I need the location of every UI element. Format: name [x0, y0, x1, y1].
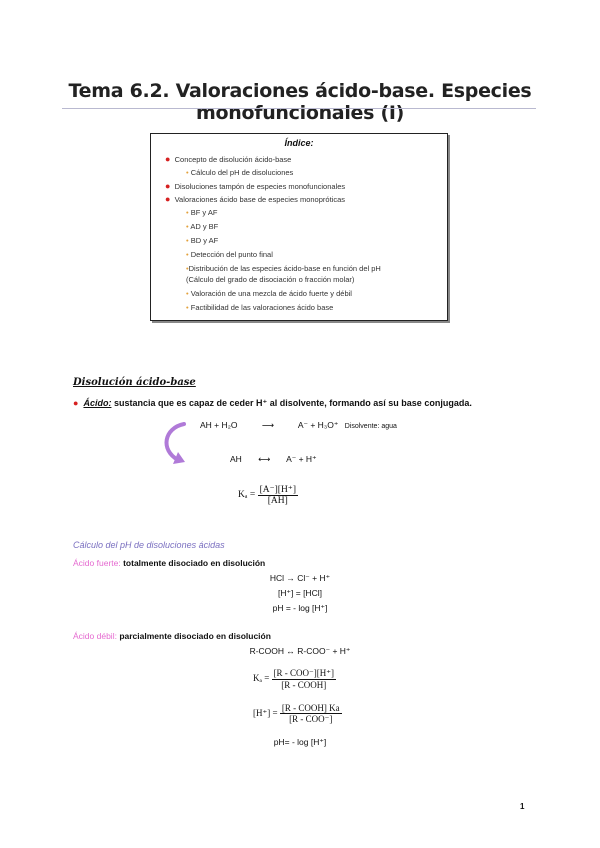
equilibrium-arrow-icon: ⟷ [258, 454, 271, 464]
acid-definition-text: sustancia que es capaz de ceder H⁺ al disolvente, formando así su base conjugada. [111, 398, 472, 408]
section-heading-ph: Cálculo del pH de disoluciones ácidas [73, 540, 225, 550]
weak-eq-1: R-COOH ↔ R-COO⁻ + H⁺ [249, 646, 351, 656]
sub-bullet-icon: • [186, 264, 189, 273]
bullet-icon: ● [73, 398, 79, 408]
sub-bullet-icon: • [186, 303, 189, 312]
index-subitem-continuation: (Cálculo del grado de disociación o fracción molar) [186, 275, 355, 284]
solvent-note: Disolvente: agua [344, 423, 397, 430]
right-arrow-icon: ⟶ [261, 420, 275, 430]
index-box [150, 133, 448, 321]
index-subitem: • Factibilidad de las valoraciones ácido base [186, 303, 334, 312]
index-subitem: • AD y BF [186, 222, 219, 231]
strong-eq-2: [H⁺] = [HCl] [278, 588, 322, 598]
index-subitem: • Detección del punto final [186, 250, 273, 259]
index-subitem: • BF y AF [186, 208, 218, 217]
index-item: ● Concepto de disolución ácido-base [165, 154, 292, 164]
acid-term: Ácido: [83, 398, 112, 408]
ka-formula: Kₐ = $\frac{[A^-][H^+]}{[AH]}$ [238, 485, 296, 506]
acid-definition [73, 398, 472, 409]
bullet-icon: ● [165, 181, 171, 191]
index-item: ● Disoluciones tampón de especies monofuncionales [165, 181, 346, 191]
strong-acid-line: Ácido fuerte: totalmente disociado en disolución [73, 558, 266, 568]
reaction-2: AH ⟷ A⁻ + H⁺ [230, 454, 317, 464]
index-subitem: • BD y AF [186, 236, 219, 245]
index-subitem: •Distribución de las especies ácido-base en función del pH [186, 264, 381, 273]
weak-h-formula: [H⁺] = $\frac{\text{[R - COOH] Ka}}{\text{[R - COO⁻]}}$ [253, 703, 340, 724]
sub-bullet-icon: • [186, 236, 189, 245]
index-item: ● Valoraciones ácido base de especies monopróticas [165, 194, 345, 204]
strong-eq-3: pH = - log [H⁺] [272, 603, 328, 613]
page-number: 1 [520, 802, 525, 811]
sub-bullet-icon: • [186, 289, 189, 298]
curved-arrow-icon [158, 420, 192, 468]
sub-bullet-icon: • [186, 168, 189, 177]
section-heading-disolucion: Disolución ácido-base [73, 377, 196, 388]
reaction-1: AH + H₂O ⟶ A⁻ + H₃O⁺ Disolvente: agua [200, 420, 397, 430]
index-title: Índice: [284, 138, 314, 148]
strong-eq-1: HCl → Cl⁻ + H⁺ [269, 573, 331, 583]
bullet-icon: ● [165, 194, 171, 204]
index-subitem: • Cálculo del pH de disoluciones [186, 168, 294, 177]
weak-ph: pH= - log [H⁺] [273, 737, 327, 747]
title-underline [62, 108, 536, 109]
weak-acid-line: Ácido débil: parcialmente disociado en disolución [73, 631, 271, 641]
index-subitem: • Valoración de una mezcla de ácido fuerte y débil [186, 289, 352, 298]
page-title: Tema 6.2. Valoraciones ácido-base. Especies monofuncionales (I) [68, 80, 532, 124]
sub-bullet-icon: • [186, 222, 189, 231]
sub-bullet-icon: • [186, 208, 189, 217]
sub-bullet-icon: • [186, 250, 189, 259]
weak-ka-formula: Kₐ = $\frac{\text{[R - COO⁻][H⁺]}}{\text{[R - COOH]}}$ [253, 668, 335, 690]
bullet-icon: ● [165, 154, 171, 164]
